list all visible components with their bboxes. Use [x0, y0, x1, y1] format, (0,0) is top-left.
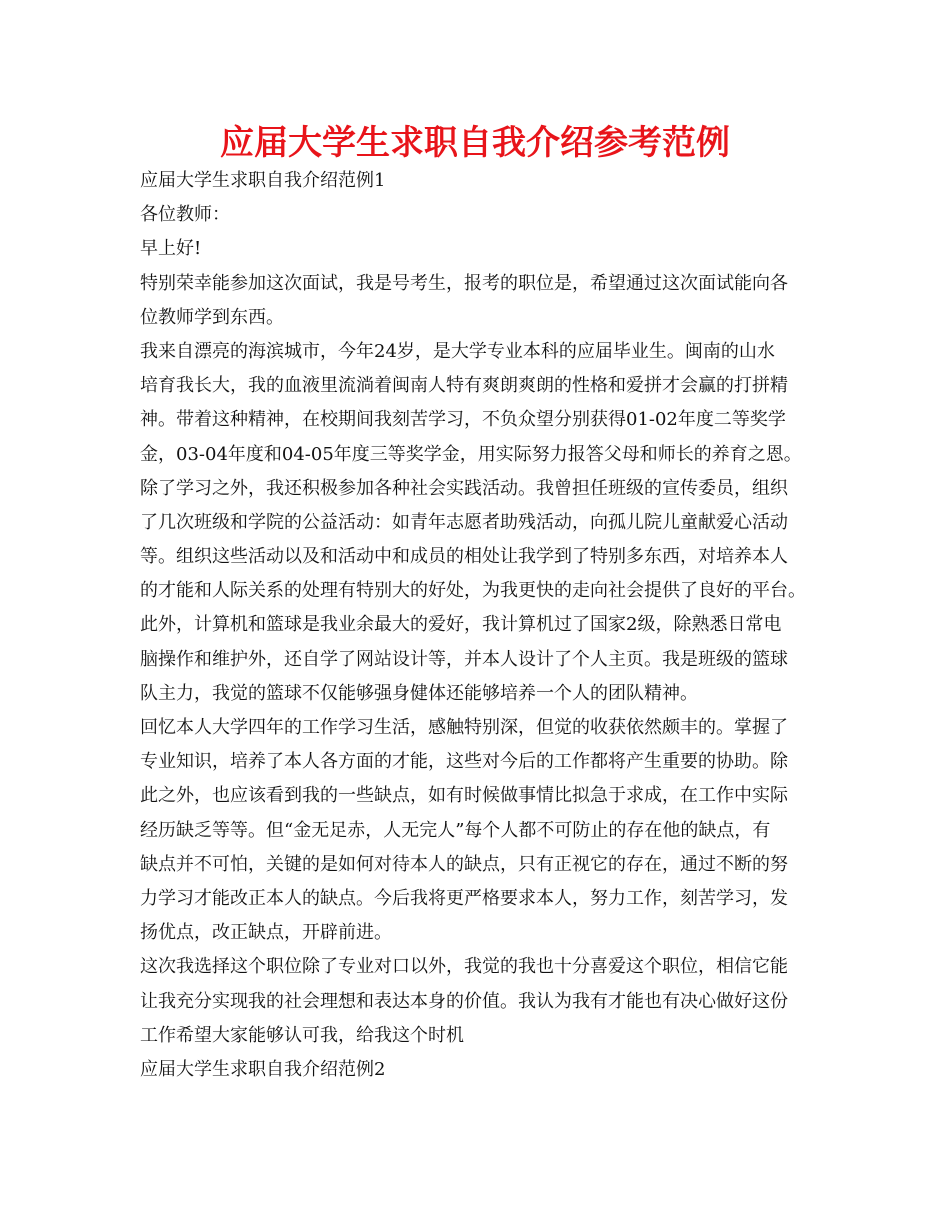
paragraph-line: 我来自漂亮的海滨城市，今年24岁，是大学专业本科的应届毕业生。闽南的山水	[140, 340, 775, 362]
paragraph-line: 神。带着这种精神，在校期间我刻苦学习，不负众望分别获得01-02年度二等奖学	[140, 409, 786, 431]
paragraph-2	[140, 335, 820, 472]
greeting-line: 早上好!	[140, 238, 202, 260]
paragraph-line: 除了学习之外，我还积极参加各种社会实践活动。我曾担任班级的宣传委员，组织	[140, 477, 788, 499]
paragraph-line: 了几次班级和学院的公益活动：如青年志愿者助残活动，向孤儿院儿童献爱心活动	[140, 511, 788, 533]
paragraph-line: 力学习才能改正本人的缺点。今后我将更严格要求本人，努力工作，刻苦学习，发	[140, 887, 788, 909]
salutation: 各位教师：	[140, 204, 230, 226]
paragraph-line: 脑操作和维护外，还自学了网站设计等，并本人设计了个人主页。我是班级的篮球	[140, 648, 788, 670]
section-heading-2: 应届大学生求职自我介绍范例2	[140, 1058, 386, 1080]
document-body	[140, 164, 820, 1087]
paragraph-line: 的才能和人际关系的处理有特别大的好处，为我更快的走向社会提供了良好的平台。	[140, 580, 806, 602]
paragraph-line: 经历缺乏等等。但“金无足赤，人无完人”每个人都不可防止的存在他的缺点，有	[140, 819, 771, 841]
paragraph-line: 这次我选择这个职位除了专业对口以外，我觉的我也十分喜爱这个职位，相信它能	[140, 956, 788, 978]
paragraph-line: 回忆本人大学四年的工作学习生活，感触特别深，但觉的收获依然颇丰的。掌握了	[140, 717, 788, 738]
paragraph-line: 等。组织这些活动以及和活动中和成员的相处让我学到了特别多东西，对培养本人	[140, 546, 788, 568]
paragraph-line: 专业知识，培养了本人各方面的才能，这些对今后的工作都将产生重要的协助。除	[140, 751, 788, 773]
paragraph-line: 金，03-04年度和04-05年度三等奖学金，用实际努力报答父母和师长的养育之恩。	[140, 443, 802, 465]
paragraph-line: 培育我长大，我的血液里流淌着闽南人特有爽朗爽朗的性格和爱拼才会赢的打拼精	[140, 375, 788, 397]
paragraph-5	[140, 711, 820, 950]
paragraph-line: 工作希望大家能够认可我，给我这个时机	[140, 1024, 464, 1046]
paragraph-line: 特别荣幸能参加这次面试，我是号考生，报考的职位是，希望通过这次面试能向各	[140, 272, 788, 294]
paragraph-3	[140, 472, 820, 609]
paragraph-line: 让我充分实现我的社会理想和表达本身的价值。我认为我有才能也有决心做好这份	[140, 990, 788, 1012]
paragraph-line: 扬优点，改正缺点，开辟前进。	[140, 922, 392, 944]
paragraph-line: 位教师学到东西。	[140, 306, 284, 328]
section-heading-1: 应届大学生求职自我介绍范例1	[140, 170, 386, 191]
paragraph-6	[140, 950, 820, 1053]
paragraph-line: 缺点并不可怕，关键的是如何对待本人的缺点，只有正视它的存在，通过不断的努	[140, 853, 788, 875]
paragraph-line: 队主力，我觉的篮球不仅能够强身健体还能够培养一个人的团队精神。	[140, 682, 698, 704]
document-title: 应届大学生求职自我介绍参考范例	[220, 123, 730, 163]
paragraph-4	[140, 608, 820, 711]
paragraph-line: 此之外，也应该看到我的一些缺点，如有时候做事情比拟急于求成，在工作中实际	[140, 785, 788, 807]
paragraph-1	[140, 267, 820, 335]
paragraph-line: 此外，计算机和篮球是我业余最大的爱好，我计算机过了国家2级，除熟悉日常电	[140, 614, 782, 636]
